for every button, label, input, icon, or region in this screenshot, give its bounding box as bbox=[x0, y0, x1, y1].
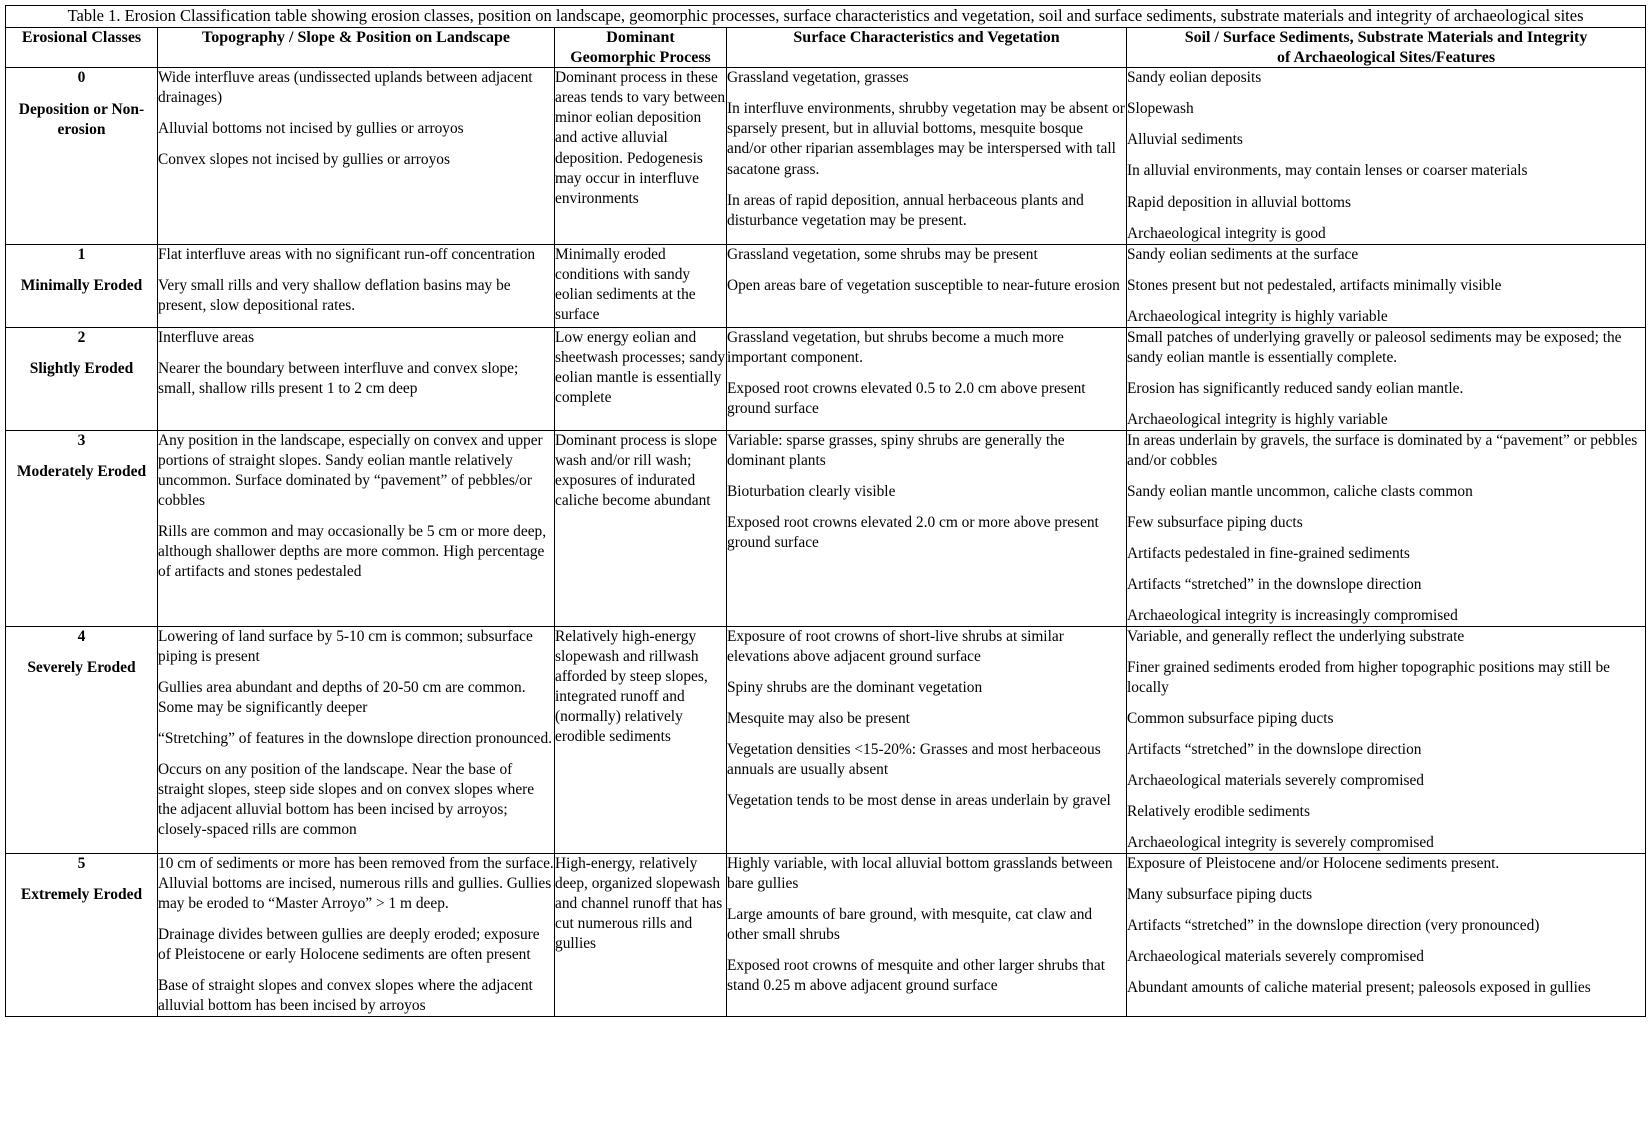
column-header-soil-sediments bbox=[1127, 27, 1646, 68]
table-row bbox=[6, 626, 1646, 853]
erosion-class-number: 3 bbox=[77, 431, 86, 449]
table-row bbox=[6, 244, 1646, 327]
cell-paragraph: Interfluve areas bbox=[158, 328, 255, 346]
erosion-class-name: Extremely Eroded bbox=[20, 886, 143, 904]
cell-paragraph: Exposed root crowns elevated 2.0 cm or more above present ground surface bbox=[727, 513, 1099, 551]
cell-paragraph: Sandy eolian mantle uncommon, caliche clasts common bbox=[1127, 482, 1473, 500]
erosion-classification-table bbox=[5, 5, 1646, 1017]
cell-paragraph: Slopewash bbox=[1127, 100, 1194, 118]
cell-paragraph: Archaeological materials severely compromised bbox=[1127, 947, 1425, 965]
geomorphic-process-cell bbox=[555, 68, 727, 244]
erosion-class-name: Deposition or Non-erosion bbox=[18, 100, 145, 138]
soil-sediments-cell bbox=[1127, 626, 1646, 853]
cell-paragraph: Archaeological integrity is good bbox=[1127, 224, 1326, 242]
cell-paragraph: Grassland vegetation, but shrubs become a much more important component. bbox=[727, 328, 1064, 366]
geomorphic-process-cell bbox=[555, 327, 727, 430]
erosion-class-cell bbox=[6, 68, 158, 244]
erosion-class-name: Moderately Eroded bbox=[16, 462, 147, 480]
cell-paragraph: Exposure of Pleistocene and/or Holocene sediments present. bbox=[1127, 854, 1500, 872]
cell-paragraph: Mesquite may also be present bbox=[727, 709, 910, 727]
soil-sediments-cell bbox=[1127, 327, 1646, 430]
surface-characteristics-cell bbox=[727, 853, 1127, 1016]
cell-paragraph: Very small rills and very shallow deflation basins may be present, slow depositional rates. bbox=[158, 276, 511, 314]
table-body bbox=[6, 68, 1646, 1017]
cell-paragraph: Artifacts pedestaled in fine-grained sediments bbox=[1127, 544, 1410, 562]
geomorphic-process-cell bbox=[555, 430, 727, 626]
soil-sediments-cell bbox=[1127, 853, 1646, 1016]
erosion-class-number: 2 bbox=[77, 328, 86, 346]
table-caption-row bbox=[6, 6, 1646, 28]
cell-paragraph: Sandy eolian deposits bbox=[1127, 69, 1262, 87]
cell-paragraph: Open areas bare of vegetation susceptible to near-future erosion bbox=[727, 276, 1120, 294]
geomorphic-process-cell bbox=[555, 626, 727, 853]
cell-paragraph: Flat interfluve areas with no significant run-off concentration bbox=[158, 245, 536, 263]
topography-cell bbox=[158, 68, 555, 244]
cell-paragraph: In areas underlain by gravels, the surface is dominated by a “pavement” or pebbles and/or cobbles bbox=[1127, 431, 1638, 469]
cell-paragraph: “Stretching” of features in the downslope direction pronounced. bbox=[158, 729, 553, 747]
table-header-row bbox=[6, 27, 1646, 68]
cell-paragraph: Bioturbation clearly visible bbox=[727, 482, 896, 500]
column-header-soil-line1: Soil / Surface Sediments, Substrate Materials and Integrity bbox=[1184, 28, 1588, 46]
surface-characteristics-cell bbox=[727, 626, 1127, 853]
erosion-class-cell bbox=[6, 244, 158, 327]
cell-paragraph: Spiny shrubs are the dominant vegetation bbox=[727, 678, 983, 696]
geomorphic-process-cell bbox=[555, 853, 727, 1016]
cell-paragraph: Archaeological integrity is severely compromised bbox=[1127, 833, 1434, 851]
soil-sediments-cell bbox=[1127, 430, 1646, 626]
cell-paragraph: 10 cm of sediments or more has been removed from the surface. Alluvial bottoms are incised, numerous rills and gullies. Gullies may be eroded to “Master Arroyo” > 1 m deep. bbox=[158, 854, 554, 912]
cell-paragraph: Rapid deposition in alluvial bottoms bbox=[1127, 193, 1352, 211]
cell-paragraph: Exposure of root crowns of short-live shrubs at similar elevations above adjacent ground surface bbox=[727, 627, 1064, 665]
cell-paragraph: Artifacts “stretched” in the downslope direction bbox=[1127, 740, 1422, 758]
cell-paragraph: In interfluve environments, shrubby vegetation may be absent or sparsely present, but in alluvial bottoms, mesquite bosque and/or other riparian assemblages may be interspersed with tall sacatone grass. bbox=[727, 100, 1125, 178]
erosion-class-name: Severely Eroded bbox=[27, 658, 136, 676]
cell-paragraph: Occurs on any position of the landscape. Near the base of straight slopes, steep side slopes and on convex slopes where the adjacent alluvial bottom has been incised by arroyos; closely-spaced rills are common bbox=[158, 760, 535, 838]
cell-paragraph: Vegetation densities <15-20%: Grasses and most herbaceous annuals are usually absent bbox=[727, 740, 1101, 778]
table-row bbox=[6, 853, 1646, 1016]
erosion-class-name: Minimally Eroded bbox=[20, 276, 143, 294]
cell-paragraph: Archaeological integrity is highly variable bbox=[1127, 307, 1388, 325]
cell-paragraph: Artifacts “stretched” in the downslope direction (very pronounced) bbox=[1127, 916, 1540, 934]
topography-cell bbox=[158, 327, 555, 430]
erosion-class-cell bbox=[6, 626, 158, 853]
cell-paragraph: Variable, and generally reflect the underlying substrate bbox=[1127, 627, 1465, 645]
cell-paragraph: Variable: sparse grasses, spiny shrubs are generally the dominant plants bbox=[727, 431, 1065, 469]
column-header-topography: Topography / Slope & Position on Landscape bbox=[158, 27, 555, 68]
cell-paragraph: Wide interfluve areas (undissected uplands between adjacent drainages) bbox=[158, 69, 533, 107]
cell-paragraph: Erosion has significantly reduced sandy eolian mantle. bbox=[1127, 379, 1464, 397]
cell-paragraph: Relatively high-energy slopewash and rillwash afforded by steep slopes, integrated runoff and (normally) relatively erodible sediments bbox=[555, 627, 708, 745]
erosion-class-cell bbox=[6, 430, 158, 626]
cell-paragraph: Dominant process in these areas tends to vary between minor eolian deposition and active alluvial deposition. Pedogenesis may occur in interfluve environments bbox=[555, 69, 726, 207]
topography-cell bbox=[158, 244, 555, 327]
erosion-class-number: 4 bbox=[77, 627, 86, 645]
surface-characteristics-cell bbox=[727, 327, 1127, 430]
cell-paragraph: Rills are common and may occasionally be 5 cm or more deep, although shallower depths are more common. High percentage of artifacts and stones pedestaled bbox=[158, 522, 547, 580]
topography-cell bbox=[158, 626, 555, 853]
erosion-class-number: 1 bbox=[77, 245, 86, 263]
cell-paragraph: Exposed root crowns of mesquite and other larger shrubs that stand 0.25 m above adjacent ground surface bbox=[727, 956, 1105, 994]
cell-paragraph: Common subsurface piping ducts bbox=[1127, 709, 1334, 727]
soil-sediments-cell bbox=[1127, 244, 1646, 327]
cell-paragraph: Alluvial sediments bbox=[1127, 131, 1243, 149]
column-header-surface-characteristics: Surface Characteristics and Vegetation bbox=[727, 27, 1127, 68]
cell-paragraph: Gullies area abundant and depths of 20-50 cm are common. Some may be significantly deeper bbox=[158, 678, 526, 716]
cell-paragraph: Large amounts of bare ground, with mesquite, cat claw and other small shrubs bbox=[727, 905, 1093, 943]
topography-cell bbox=[158, 853, 555, 1016]
cell-paragraph: Sandy eolian sediments at the surface bbox=[1127, 245, 1359, 263]
cell-paragraph: Artifacts “stretched” in the downslope direction bbox=[1127, 575, 1422, 593]
erosion-class-number: 0 bbox=[77, 69, 86, 87]
surface-characteristics-cell bbox=[727, 430, 1127, 626]
cell-paragraph: Small patches of underlying gravelly or paleosol sediments may be exposed; the sandy eolian mantle is essentially complete. bbox=[1127, 328, 1622, 366]
cell-paragraph: Grassland vegetation, grasses bbox=[727, 69, 909, 87]
cell-paragraph: Grassland vegetation, some shrubs may be present bbox=[727, 245, 1038, 263]
cell-paragraph: Minimally eroded conditions with sandy eolian sediments at the surface bbox=[555, 245, 696, 323]
column-header-geomorphic-process bbox=[555, 27, 727, 68]
cell-paragraph: High-energy, relatively deep, organized slopewash and channel runoff that has cut numerous rills and gullies bbox=[555, 854, 723, 952]
topography-cell bbox=[158, 430, 555, 626]
soil-sediments-cell bbox=[1127, 68, 1646, 244]
cell-paragraph: Drainage divides between gullies are deeply eroded; exposure of Pleistocene or early Holocene sediments are often present bbox=[158, 925, 540, 963]
cell-paragraph: Finer grained sediments eroded from higher topographic positions may still be locally bbox=[1127, 658, 1610, 696]
cell-paragraph: Many subsurface piping ducts bbox=[1127, 885, 1313, 903]
cell-paragraph: Highly variable, with local alluvial bottom grasslands between bare gullies bbox=[727, 854, 1113, 892]
cell-paragraph: Relatively erodible sediments bbox=[1127, 802, 1310, 820]
column-header-erosional-classes: Erosional Classes bbox=[6, 27, 158, 68]
cell-paragraph: Low energy eolian and sheetwash processes; sandy eolian mantle is essentially complete bbox=[555, 328, 726, 406]
cell-paragraph: Dominant process is slope wash and/or rill wash; exposures of indurated caliche become abundant bbox=[555, 431, 718, 509]
column-header-geomorphic-line1: Dominant bbox=[606, 28, 675, 46]
geomorphic-process-cell bbox=[555, 244, 727, 327]
cell-paragraph: Few subsurface piping ducts bbox=[1127, 513, 1303, 531]
column-header-geomorphic-line2: Geomorphic Process bbox=[570, 48, 711, 66]
cell-paragraph: Convex slopes not incised by gullies or arroyos bbox=[158, 151, 450, 169]
table-row bbox=[6, 68, 1646, 244]
cell-paragraph: Lowering of land surface by 5-10 cm is common; subsurface piping is present bbox=[158, 627, 533, 665]
cell-paragraph: In areas of rapid deposition, annual herbaceous plants and disturbance vegetation may be present. bbox=[727, 191, 1084, 229]
cell-paragraph: Vegetation tends to be most dense in areas underlain by gravel bbox=[727, 791, 1111, 809]
table-row bbox=[6, 430, 1646, 626]
table-row bbox=[6, 327, 1646, 430]
erosion-class-cell bbox=[6, 853, 158, 1016]
surface-characteristics-cell bbox=[727, 68, 1127, 244]
column-header-soil-line2: of Archaeological Sites/Features bbox=[1277, 48, 1496, 66]
cell-paragraph: Archaeological integrity is highly variable bbox=[1127, 410, 1388, 428]
erosion-class-number: 5 bbox=[77, 854, 86, 872]
cell-paragraph: Alluvial bottoms not incised by gullies or arroyos bbox=[158, 120, 464, 138]
cell-paragraph: Base of straight slopes and convex slopes where the adjacent alluvial bottom has been incised by arroyos bbox=[158, 976, 533, 1014]
cell-paragraph: Abundant amounts of caliche material present; paleosols exposed in gullies bbox=[1127, 978, 1591, 996]
cell-paragraph: Archaeological integrity is increasingly compromised bbox=[1127, 606, 1458, 624]
cell-paragraph: Archaeological materials severely compromised bbox=[1127, 771, 1425, 789]
surface-characteristics-cell bbox=[727, 244, 1127, 327]
erosion-class-name: Slightly Eroded bbox=[29, 359, 134, 377]
cell-paragraph: Stones present but not pedestaled, artifacts minimally visible bbox=[1127, 276, 1502, 294]
cell-paragraph: In alluvial environments, may contain lenses or coarser materials bbox=[1127, 162, 1528, 180]
erosion-class-cell bbox=[6, 327, 158, 430]
cell-paragraph: Nearer the boundary between interfluve and convex slope; small, shallow rills present 1 to 2 cm deep bbox=[158, 359, 519, 397]
table-caption: Table 1. Erosion Classification table showing erosion classes, position on landscape, geomorphic processes, surface characteristics and vegetation, soil and surface sediments, substrate materials and integrity of archaeological sites bbox=[6, 6, 1646, 28]
cell-paragraph: Exposed root crowns elevated 0.5 to 2.0 cm above present ground surface bbox=[727, 379, 1086, 417]
cell-paragraph: Any position in the landscape, especially on convex and upper portions of straight slopes. Sandy eolian mantle relatively uncommon. Surface dominated by “pavement” of pebbles/or cobbles bbox=[158, 431, 543, 509]
